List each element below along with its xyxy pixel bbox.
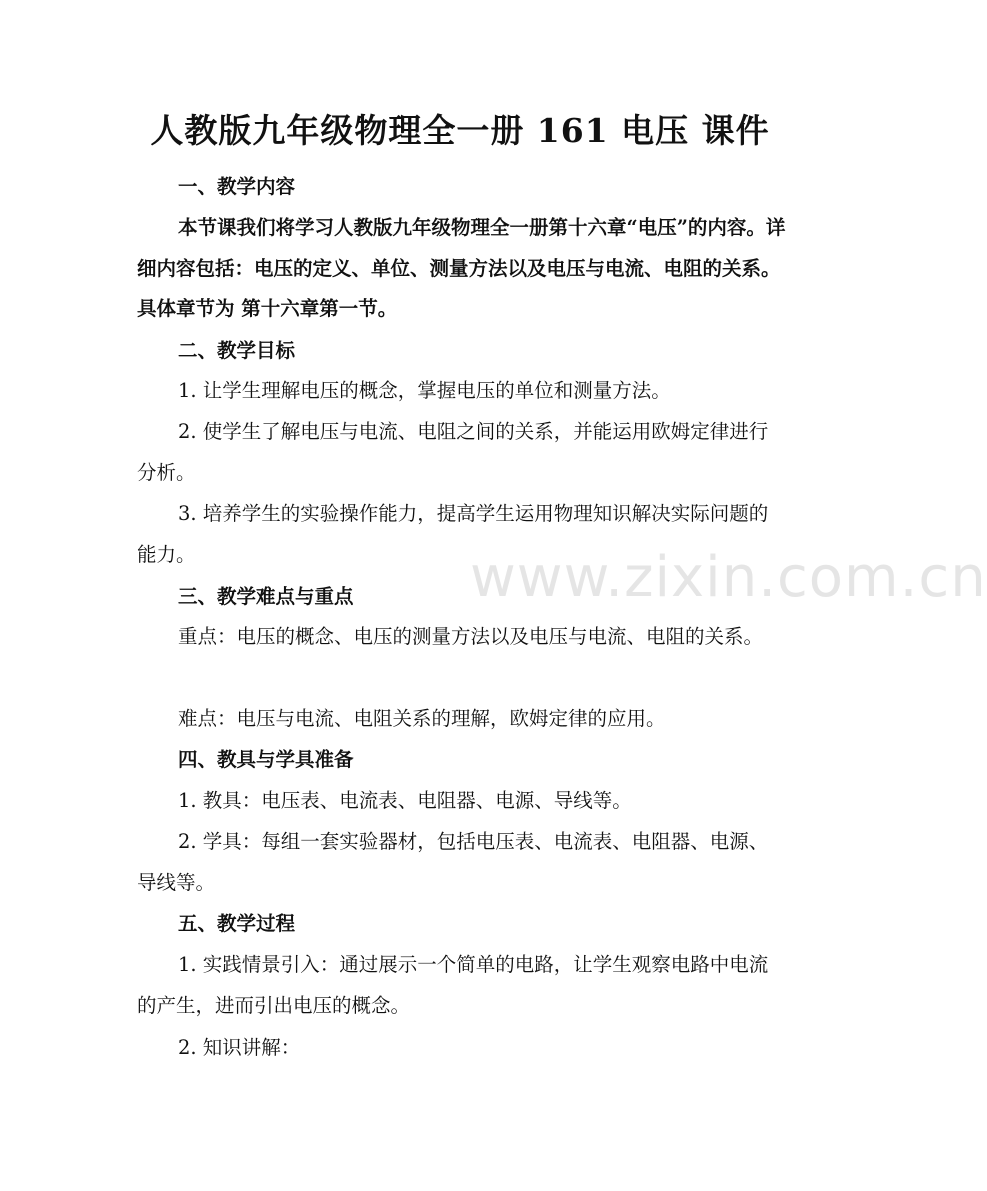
difficult-points: 难点：电压与电流、电阻关系的理解，欧姆定律的应用。 — [178, 707, 666, 730]
tools-item-2: 2. 学具：每组一套实验器材，包括电压表、电流表、电阻器、电源、导线等。 — [137, 830, 769, 894]
process-item-2: 2. 知识讲解： — [178, 1036, 301, 1059]
section-4-heading: 四、教具与学具准备 — [178, 748, 354, 771]
objective-item-2: 2. 使学生了解电压与电流、电阻之间的关系，并能运用欧姆定律进行分析。 — [137, 420, 769, 484]
objective-item-1: 1. 让学生理解电压的概念，掌握电压的单位和测量方法。 — [178, 379, 671, 402]
watermark: www.zixin.com.cn — [470, 545, 987, 610]
section-5-heading: 五、教学过程 — [178, 912, 296, 935]
document-title: 人教版九年级物理全一册 161 电压 课件 — [150, 111, 770, 150]
section-1-paragraph: 本节课我们将学习人教版九年级物理全一册第十六章“电压”的内容。详细内容包括：电压的定义、单位、测量方法以及电压与电流、电阻的关系。具体章节为 第十六章第一节。 — [137, 216, 786, 320]
key-points: 重点：电压的概念、电压的测量方法以及电压与电流、电阻的关系。 — [178, 625, 764, 648]
objective-item-3: 3. 培养学生的实验操作能力，提高学生运用物理知识解决实际问题的能力。 — [137, 502, 769, 566]
section-1-heading: 一、教学内容 — [178, 175, 296, 198]
tools-item-1: 1. 教具：电压表、电流表、电阻器、电源、导线等。 — [178, 789, 632, 812]
section-3-heading: 三、教学难点与重点 — [178, 585, 354, 608]
section-2-heading: 二、教学目标 — [178, 339, 296, 362]
process-item-1: 1. 实践情景引入：通过展示一个简单的电路，让学生观察电路中电流的产生，进而引出电压的概念。 — [137, 953, 769, 1017]
